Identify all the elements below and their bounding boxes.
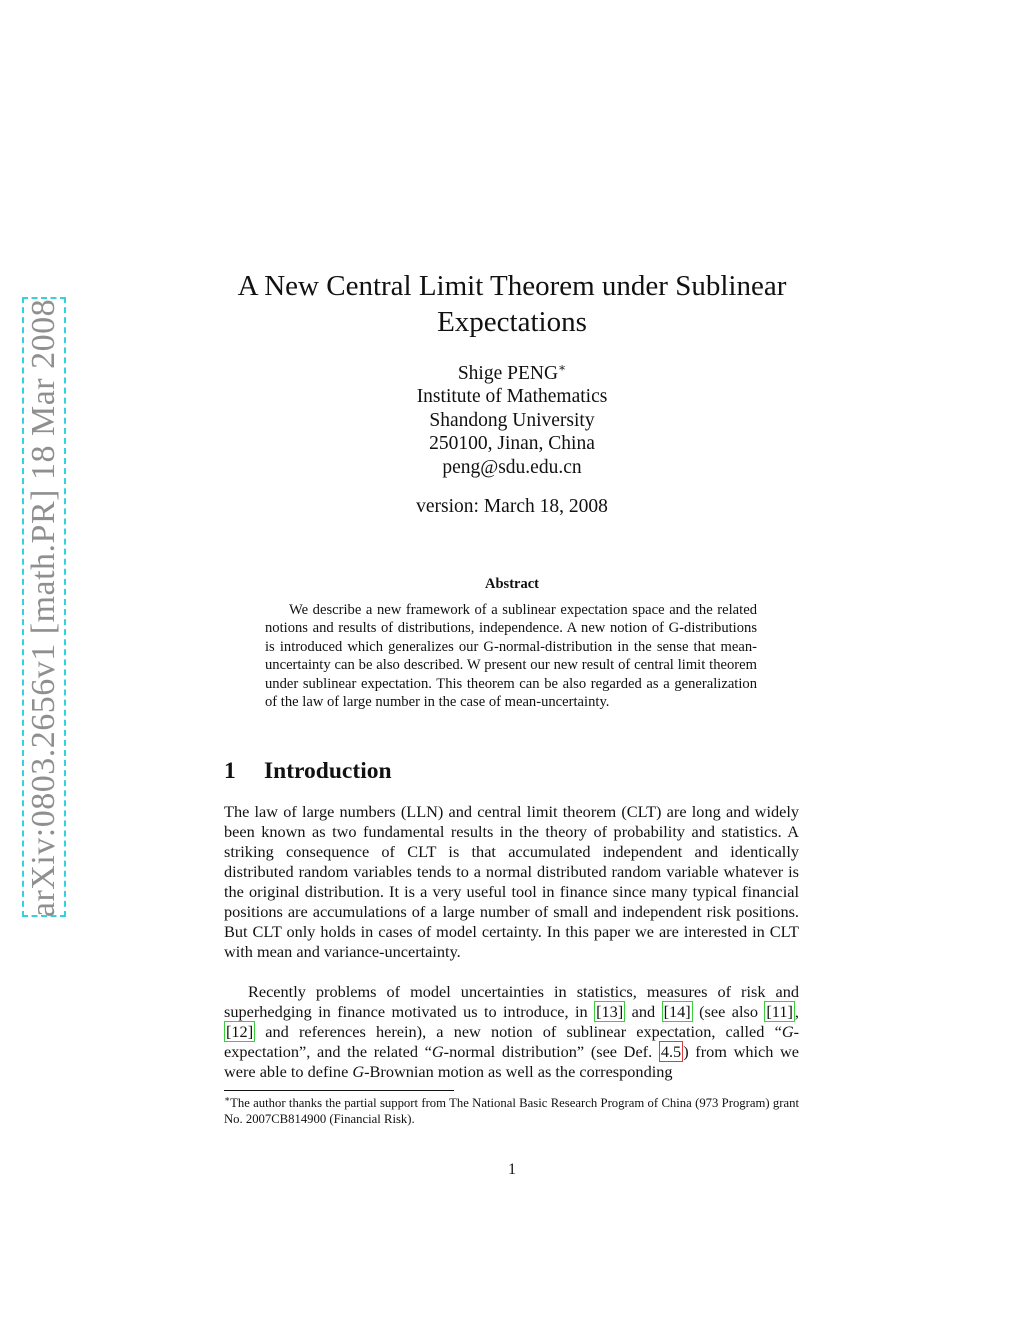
section-title: Introduction [264, 758, 392, 784]
abstract-text: We describe a new framework of a sublinear expectation space and the related notions and results of distributions, independence. A new notion of G-distributions is introduced which generalizes our G-normal-distribution in the sense that mean-uncertainty can be also described. W present our new result of central limit theorem under sublinear expectation. This theorem can be also regarded as a generalization of the law of large number in the case of mean-uncertainty. [265, 602, 757, 711]
citation-link-14[interactable]: [14] [663, 1002, 691, 1021]
footnote-mark: ∗ [558, 360, 567, 375]
abstract-heading: Abstract [485, 576, 539, 592]
paragraph-2: Recently problems of model uncertainties in statistics, measures of risk and superhedging in finance motivated us to introduce, in [13] and [14] (see also [11] , [12] and references herein), a new notion of sublinear expectation, called “G-expectation”, and the related “G-normal distribution” (see Def. 4.5 ) from which we were able to define G-Brownian motion as well as the corresponding [224, 982, 800, 1081]
author-email: peng@sdu.edu.cn [442, 456, 582, 478]
section-heading [224, 758, 392, 785]
author-block [300, 362, 724, 479]
footnote-rule [224, 1090, 454, 1091]
footnote-mark: ∗ [224, 1093, 231, 1104]
author-name: Shige PENG∗ [457, 360, 567, 384]
arxiv-stamp: arXiv:0803.2656v1 [math.PR] 18 Mar 2008 [25, 298, 62, 918]
definition-link[interactable]: 4.5 [660, 1042, 682, 1061]
author-affiliation-1: Institute of Mathematics [416, 386, 608, 408]
author-affiliation-2: Shandong University [429, 409, 595, 431]
section-number: 1 [224, 758, 236, 784]
citation-link-11[interactable]: [11] [766, 1002, 793, 1021]
author-address: 250100, Jinan, China [429, 433, 595, 455]
version-date: version: March 18, 2008 [416, 496, 608, 517]
footnote: ∗The author thanks the partial support from The National Basic Research Program of China (973 Program) grant No. 2007CB814900 (Financial Risk). [224, 1093, 799, 1126]
citation-link-12[interactable]: [12] [226, 1022, 254, 1041]
paragraph-1: The law of large numbers (LLN) and central limit theorem (CLT) are long and widely been known as two fundamental results in the theory of probability and statistics. A striking consequence of CLT is that accumulated independent and identically distributed random variables tends to a normal distributed random variable whatever is the original distribution. It is a very useful tool in finance since many typical financial positions are accumulations of a large number of small and independent risk positions. But CLT only holds in cases of model certainty. In this paper we are interested in CLT with mean and variance-uncertainty. [224, 802, 799, 961]
page-number: 1 [508, 1161, 516, 1178]
citation-link-13[interactable]: [13] [596, 1002, 624, 1021]
paper-title: A New Central Limit Theorem under Sublinear Expectations [237, 270, 787, 338]
